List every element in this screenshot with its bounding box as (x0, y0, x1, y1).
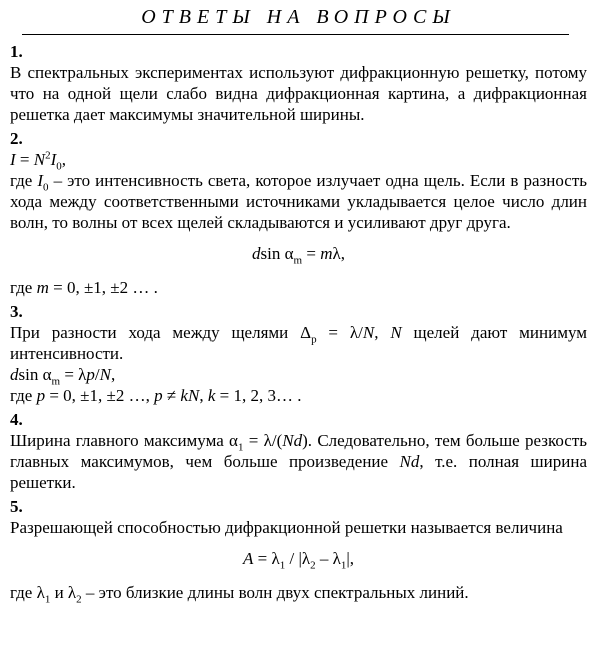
answer-2-condition: где m = 0, ±1, ±2 … . (10, 278, 158, 297)
answer-2-text: где $I_0$ – это интенсивность света, которое излучает одна щель. Если в разность хода между соответственными источниками укладывается целое число длин волн, то волны от всех щелей складываются и усиливают друг друга. (10, 171, 587, 232)
page-title: ОТВЕТЫ НА ВОПРОСЫ (141, 6, 456, 28)
answer-2-intensity-formula: $I = N^2I_0$, (10, 149, 67, 173)
title-underline (22, 34, 569, 35)
document-page (10, 0, 588, 606)
answer-2-equation: dsin $\alpha_m = m\lambda$, (252, 244, 345, 267)
answer-2-number: 2. (10, 129, 23, 148)
answer-3-formula: dsin $\alpha_m = \lambda p/N$, (10, 365, 116, 388)
answer-3-text: При разности хода между щелями $\Delta_p = \lambda/N$, N щелей дают минимум интенсивности. (10, 323, 587, 363)
answer-1-number: 1. (10, 42, 23, 61)
answer-3-number: 3. (10, 302, 23, 321)
answer-5-equation: $A = \lambda_1 / |\lambda_2 - \lambda_1|$, (242, 549, 354, 572)
answer-4-text: Ширина главного максимума $\alpha_1 = \lambda/(Nd)$. Следовательно, тем больше резкость главных максимумов, чем больше произведение Nd, т.е. полная ширина решетки. (10, 431, 588, 492)
answer-4-number: 4. (10, 410, 23, 429)
answer-5-text: Разрешающей способностью дифракционной решетки называется величина (10, 518, 563, 537)
answer-1-text: В спектральных экспериментах используют дифракционную решетку, потому что на одной щели слабо видна дифракционная картина, а дифракционная решетка дает максимумы значительной ширины. (10, 63, 587, 124)
answer-5-number: 5. (10, 497, 23, 516)
answer-5-condition: где $\lambda_1$ и $\lambda_2$ – это близкие длины волн двух спектральных линий. (10, 583, 469, 606)
header (10, 0, 587, 38)
answer-3-condition: где p = 0, ±1, ±2 …, p ≠ kN, k = 1, 2, 3… . (10, 386, 302, 405)
